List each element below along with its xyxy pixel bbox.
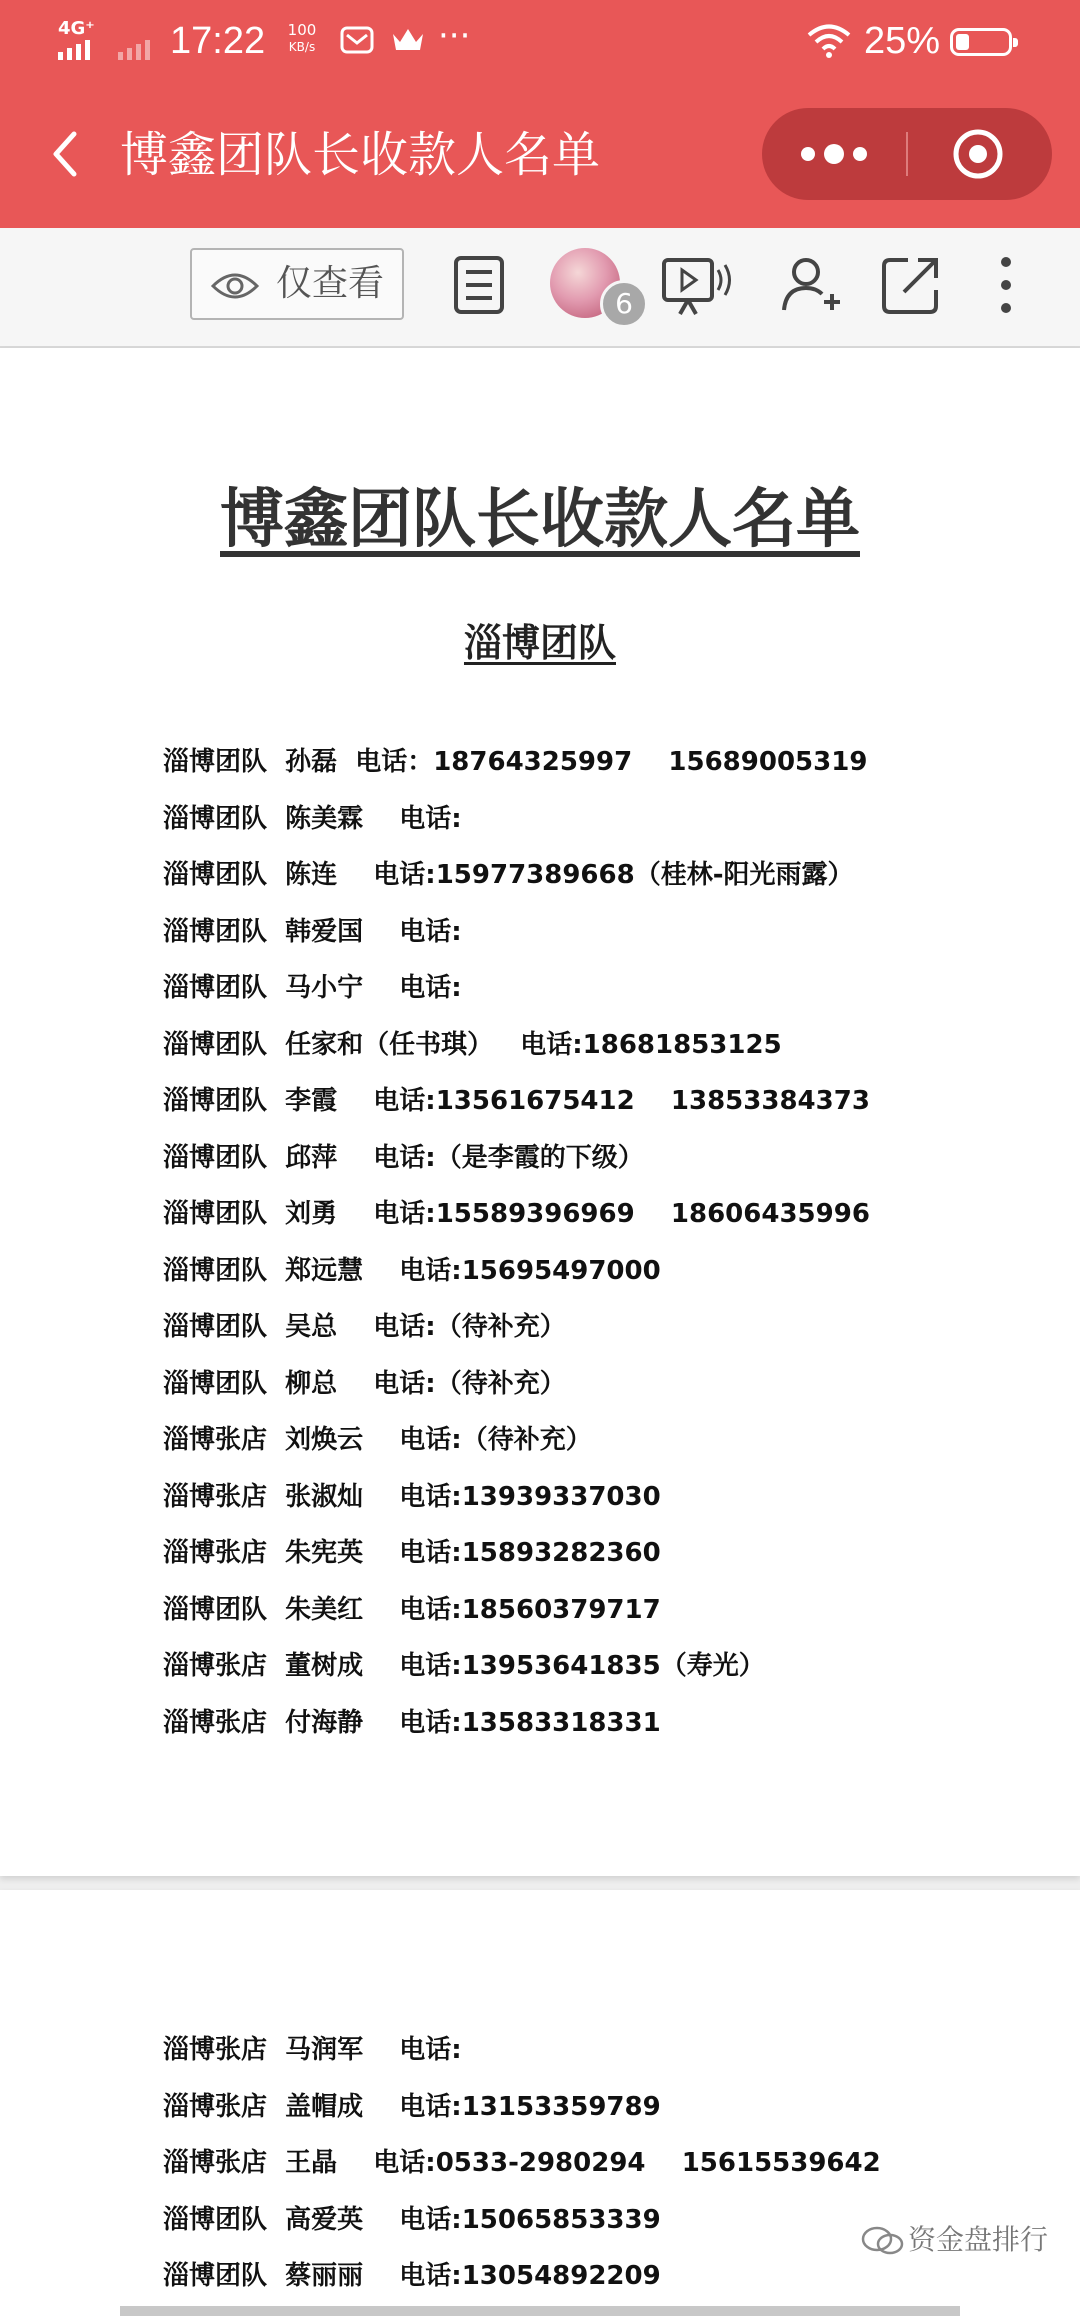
payee-row: 淄博团队 任家和（任书琪） 电话:18681853125 bbox=[163, 1029, 782, 1060]
payee-row: 淄博张店 马润军 电话: bbox=[163, 2035, 462, 2065]
document-page-1 bbox=[0, 348, 1080, 1876]
clock: 17:22 bbox=[170, 20, 266, 62]
speed-value: 100 bbox=[287, 21, 317, 39]
more-vertical-icon[interactable] bbox=[986, 252, 1026, 318]
wechat-official-account-icon bbox=[860, 2226, 906, 2256]
network-type: 4G⁺ bbox=[58, 18, 95, 39]
outline-list-icon[interactable] bbox=[446, 252, 512, 318]
back-button[interactable] bbox=[40, 124, 100, 184]
payee-row: 淄博团队 马小宁 电话: bbox=[163, 973, 462, 1003]
payee-row: 淄博团队 陈美霖 电话: bbox=[163, 803, 462, 834]
share-icon[interactable] bbox=[878, 252, 944, 318]
wifi-icon bbox=[806, 22, 852, 60]
payee-row: 淄博团队 李霞 电话:13561675412 13853384373 bbox=[163, 1086, 870, 1116]
signal-icon bbox=[58, 38, 108, 60]
payee-row: 淄博团队 刘勇 电话:15589396969 18606435996 bbox=[163, 1199, 870, 1229]
payee-row: 淄博团队 邱萍 电话:（是李霞的下级） bbox=[163, 1142, 644, 1173]
payee-row: 淄博张店 董树成 电话:13953641835（寿光） bbox=[163, 1651, 765, 1681]
network-speed bbox=[280, 22, 324, 56]
readonly-label: 仅查看 bbox=[276, 263, 385, 304]
eye-icon bbox=[210, 266, 260, 306]
document-title: 博鑫团队长收款人名单 bbox=[220, 482, 860, 557]
payee-row: 淄博团队 孙磊 电话：18764325997 15689005319 bbox=[163, 747, 868, 777]
bottom-scroll-strip bbox=[120, 2306, 960, 2316]
payee-row: 淄博张店 张淑灿 电话:13939337030 bbox=[163, 1481, 661, 1512]
payee-row: 淄博张店 王晶 电话:0533-2980294 15615539642 bbox=[163, 2148, 881, 2178]
payee-row: 淄博团队 陈连 电话:15977389668（桂林-阳光雨露） bbox=[163, 860, 854, 890]
signal-weak-icon bbox=[118, 38, 162, 60]
title-bar bbox=[0, 82, 1080, 228]
speed-unit: KB/s bbox=[288, 40, 316, 54]
payee-row: 淄博团队 郑远慧 电话:15695497000 bbox=[163, 1255, 661, 1286]
payee-row: 淄博张店 付海静 电话:13583318331 bbox=[163, 1707, 661, 1738]
payee-row: 淄博团队 蔡丽丽 电话:13054892209 bbox=[163, 2261, 661, 2291]
payee-row: 淄博张店 朱宪英 电话:15893282360 bbox=[163, 1538, 661, 1568]
more-options-button[interactable] bbox=[762, 108, 906, 200]
payee-row: 淄博团队 柳总 电话:（待补充） bbox=[163, 1368, 566, 1399]
payee-row: 淄博张店 盖帽成 电话:13153359789 bbox=[163, 2091, 661, 2122]
status-bar bbox=[0, 0, 1080, 82]
payee-row: 淄博张店 刘焕云 电话:（待补充） bbox=[163, 1425, 592, 1455]
document-toolbar bbox=[0, 228, 1080, 348]
collaborator-count-badge: 6 bbox=[600, 280, 648, 328]
mini-program-capsule bbox=[762, 108, 1052, 200]
battery-percent: 25% bbox=[864, 20, 941, 62]
watermark-text: 资金盘排行 bbox=[908, 2223, 1049, 2256]
payee-row: 淄博团队 韩爱国 电话: bbox=[163, 916, 462, 947]
crown-icon bbox=[390, 24, 426, 56]
payee-row: 淄博团队 朱美红 电话:18560379717 bbox=[163, 1594, 661, 1625]
document-subtitle: 淄博团队 bbox=[463, 620, 616, 665]
payee-row: 淄博团队 吴总 电话:（待补充） bbox=[163, 1312, 566, 1342]
add-collaborator-icon[interactable] bbox=[778, 252, 844, 318]
presentation-icon[interactable] bbox=[660, 252, 736, 318]
payee-row: 淄博团队 高爱英 电话:15065853339 bbox=[163, 2204, 661, 2235]
more-notifications: ··· bbox=[438, 16, 471, 56]
mail-icon bbox=[340, 24, 374, 56]
readonly-mode-button[interactable] bbox=[190, 248, 404, 320]
battery-icon bbox=[950, 28, 1012, 56]
close-mini-program-button[interactable] bbox=[908, 108, 1052, 200]
window-title: 博鑫团队长收款人名单 bbox=[120, 127, 601, 183]
